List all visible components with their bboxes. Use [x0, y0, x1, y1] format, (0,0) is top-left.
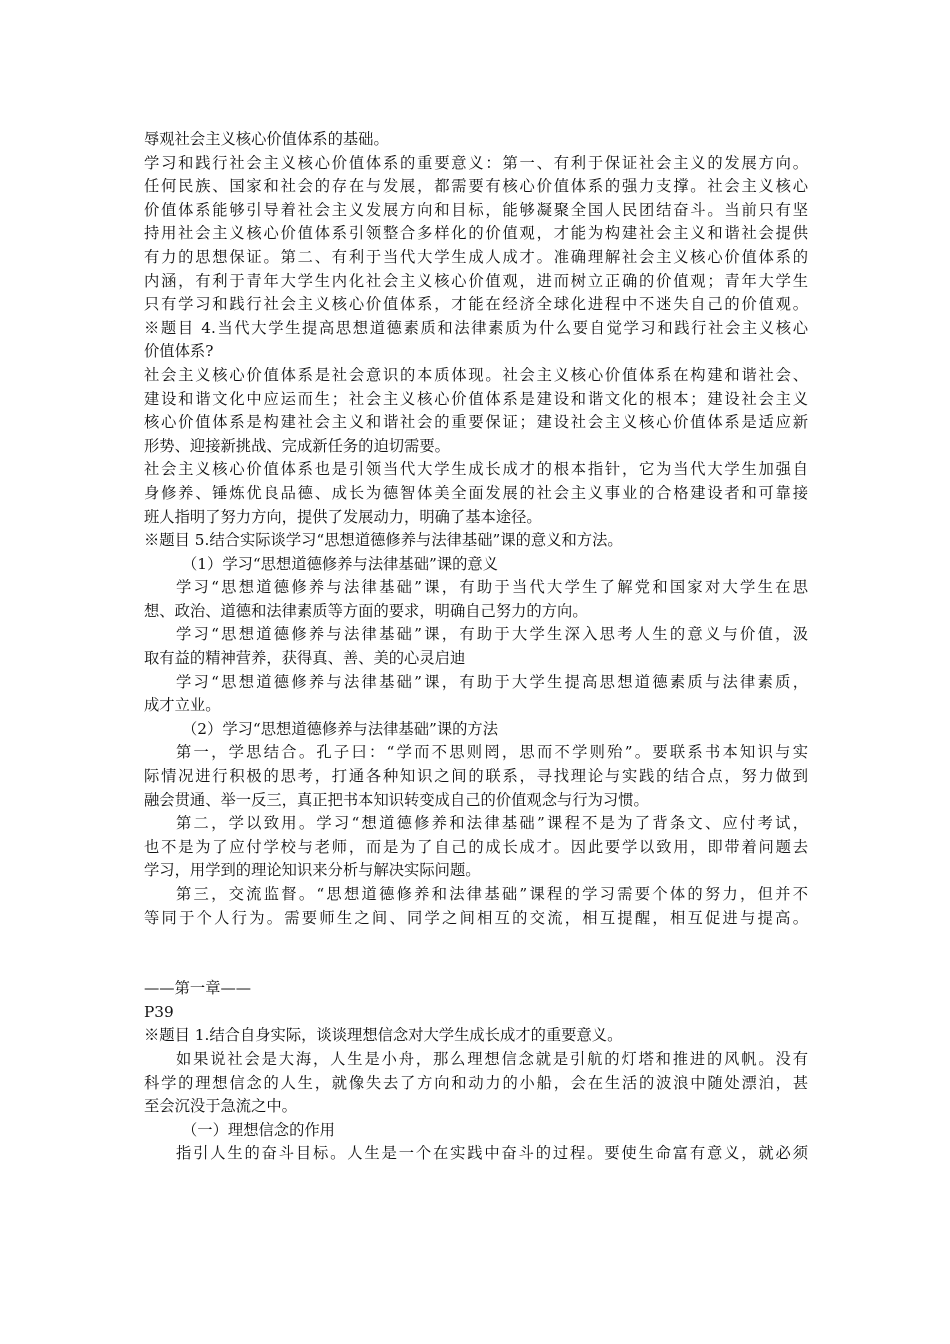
text-line: 社会主义核心价值体系也是引领当代大学生成长成才的根本指针，它为当代大学生加强自 — [144, 460, 808, 479]
text-line: P39 — [144, 1002, 174, 1021]
text-line: 学习，用学到的理论知识来分析与解决实际问题。 — [144, 861, 481, 880]
text-line: 班人指明了努力方向，提供了发展动力，明确了基本途径。 — [144, 507, 542, 526]
text-line: 第一，学思结合。孔子曰：“学而不思则罔，思而不学则殆”。要联系书本知识与实 — [176, 743, 808, 762]
text-line: 学习“思想道德修养与法律基础”课，有助于大学生深入思考人生的意义与价值，汲 — [176, 625, 808, 644]
text-line: 价值体系? — [144, 342, 214, 361]
text-line: ——第一章—— — [144, 979, 252, 998]
text-line: 辱观社会主义核心价值体系的基础。 — [144, 130, 389, 148]
text-line: ※题目 4.当代大学生提高思想道德素质和法律素质为什么要自觉学习和践行社会主义核心 — [144, 318, 808, 337]
section-spacer — [144, 930, 808, 977]
text-line: 第三，交流监督。“思想道德修养和法律基础”课程的学习需要个体的努力，但并不 — [176, 885, 808, 903]
text-line: 持用社会主义核心价值体系引领整合多样化的价值观，才能为构建社会主义和谐社会提供 — [144, 224, 808, 243]
text-line: 社会主义核心价值体系是社会意识的本质体现。社会主义核心价值体系在构建和谐社会、 — [144, 365, 808, 384]
text-line: 第二，学以致用。学习“想道德修养和法律基础”课程不是为了背条文、应付考试， — [176, 814, 808, 833]
text-line: 价值体系能够引导着社会主义发展方向和目标，能够凝聚全国人民团结奋斗。当前只有坚 — [144, 200, 808, 219]
text-line: 只有学习和践行社会主义核心价值体系，才能在经济全球化进程中不迷失自己的价值观。 — [144, 295, 808, 314]
text-line: 形势、迎接新挑战、完成新任务的迫切需要。 — [144, 436, 450, 455]
text-line: 内涵，有利于青年大学生内化社会主义核心价值观，进而树立正确的价值观；青年大学生 — [144, 271, 808, 290]
text-line: 学习和践行社会主义核心价值体系的重要意义：第一、有利于保证社会主义的发展方向。 — [144, 153, 808, 172]
text-line: 取有益的精神营养，获得真、善、美的心灵启迪 — [144, 649, 466, 668]
text-line: （2）学习“思想道德修养与法律基础”课的方法 — [182, 719, 499, 738]
text-line: 任何民族、国家和社会的存在与发展，都需要有核心价值体系的强力支撑。社会主义核心 — [144, 177, 808, 196]
text-line: 想、政治、道德和法律素质等方面的要求，明确自己努力的方向。 — [144, 601, 588, 620]
text-line: 身修养、锤炼优良品德、成长为德智体美全面发展的社会主义事业的合格建设者和可靠接 — [144, 483, 808, 502]
text-line: 至会沉没于急流之中。 — [144, 1097, 297, 1116]
text-line: 核心价值体系是构建社会主义和谐社会的重要保证；建设社会主义核心价值体系是适应新 — [144, 413, 808, 432]
text-line: （1）学习“思想道德修养与法律基础”课的意义 — [182, 554, 499, 573]
text-line: 成才立业。 — [144, 696, 221, 715]
text-line: 指引人生的奋斗目标。人生是一个在实践中奋斗的过程。要使生命富有意义，就必须 — [176, 1144, 808, 1163]
text-line: 如果说社会是大海，人生是小舟，那么理想信念就是引航的灯塔和推进的风帆。没有 — [176, 1049, 808, 1068]
text-line: 融会贯通、举一反三，真正把书本知识转变成自己的价值观念与行为习惯。 — [144, 790, 649, 809]
text-line: 等同于个人行为。需要师生之间、同学之间相互的交流，相互提醒，相互促进与提高。 — [144, 908, 808, 927]
text-line: 科学的理想信念的人生，就像失去了方向和动力的小船，会在生活的波浪中随处漂泊，甚 — [144, 1073, 808, 1092]
text-line: （一）理想信念的作用 — [182, 1120, 335, 1139]
text-line: 建设和谐文化中应运而生；社会主义核心价值体系是建设和谐文化的根本；建设社会主义 — [144, 389, 808, 408]
text-line: 学习“思想道德修养与法律基础”课，有助于当代大学生了解党和国家对大学生在思 — [176, 578, 808, 597]
text-line: 有力的思想保证。第二、有利于当代大学生成人成才。准确理解社会主义核心价值体系的 — [144, 247, 808, 266]
document-page — [144, 128, 808, 1166]
text-line: 学习“思想道德修养与法律基础”课，有助于大学生提高思想道德素质与法律素质， — [176, 672, 808, 691]
text-line: ※题目 5.结合实际谈学习“思想道德修养与法律基础”课的意义和方法。 — [144, 531, 623, 550]
text-line: 也不是为了应付学校与老师，而是为了自己的成长成才。因此要学以致用，即带着问题去 — [144, 837, 808, 856]
text-line: 际情况进行积极的思考，打通各种知识之间的联系，寻找理论与实践的结合点，努力做到 — [144, 767, 808, 786]
text-line: ※题目 1.结合自身实际，谈谈理想信念对大学生成长成才的重要意义。 — [144, 1026, 623, 1045]
